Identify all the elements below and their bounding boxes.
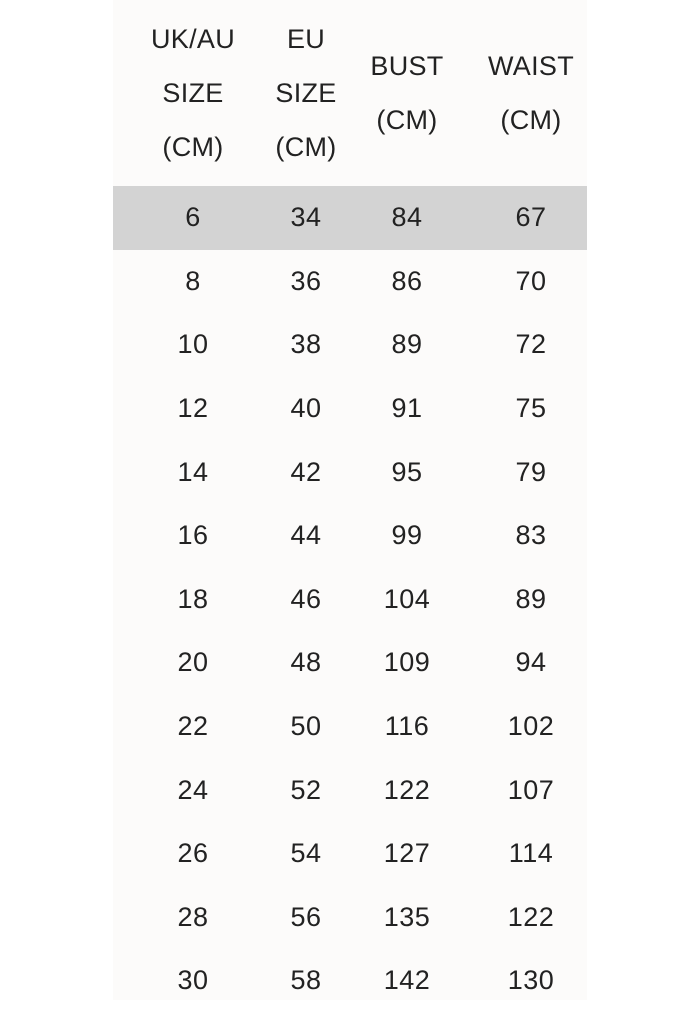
table-row: [113, 949, 587, 1013]
cell-uk-au-size: 22: [177, 711, 209, 742]
header-bust: BUST (CM): [370, 51, 444, 135]
table-row: [113, 695, 587, 759]
cell-waist: 122: [507, 901, 555, 932]
cell-uk-au-size: 10: [177, 329, 209, 360]
cell-uk-au-size: 6: [185, 202, 201, 233]
cell-waist: 130: [507, 965, 555, 996]
cell-bust: 127: [383, 838, 431, 869]
cell-bust: 109: [383, 647, 431, 678]
header-eu-size: EU SIZE (CM): [275, 24, 337, 162]
table-row: [113, 822, 587, 886]
table-row: [113, 631, 587, 695]
table-row: [113, 886, 587, 950]
header-uk-au-size: UK/AU SIZE (CM): [150, 24, 236, 162]
cell-waist: 67: [515, 202, 547, 233]
cell-waist: 75: [515, 393, 547, 424]
cell-uk-au-size: 20: [177, 647, 209, 678]
size-chart-table: [113, 0, 587, 1000]
table-row: [113, 758, 587, 822]
cell-uk-au-size: 16: [177, 520, 209, 551]
cell-waist: 79: [515, 456, 547, 487]
header-waist: WAIST (CM): [488, 51, 574, 135]
cell-waist: 89: [515, 583, 547, 614]
cell-uk-au-size: 30: [177, 965, 209, 996]
table-row: [113, 568, 587, 632]
cell-uk-au-size: 18: [177, 583, 209, 614]
cell-eu-size: 46: [290, 583, 322, 614]
cell-eu-size: 44: [290, 520, 322, 551]
table-body: [113, 186, 587, 1013]
cell-bust: 95: [391, 456, 423, 487]
table-header: [113, 0, 587, 186]
cell-uk-au-size: 12: [177, 393, 209, 424]
table-row: [113, 377, 587, 441]
cell-waist: 72: [515, 329, 547, 360]
cell-uk-au-size: 28: [177, 901, 209, 932]
cell-uk-au-size: 26: [177, 838, 209, 869]
cell-bust: 116: [384, 711, 430, 742]
cell-uk-au-size: 14: [177, 456, 209, 487]
cell-eu-size: 42: [290, 456, 322, 487]
cell-bust: 84: [391, 202, 423, 233]
table-row: [113, 186, 587, 250]
cell-waist: 102: [507, 711, 555, 742]
cell-eu-size: 48: [290, 647, 322, 678]
cell-bust: 135: [383, 901, 431, 932]
table-row: [113, 504, 587, 568]
cell-bust: 91: [391, 393, 423, 424]
cell-uk-au-size: 24: [177, 774, 209, 805]
cell-waist: 94: [515, 647, 547, 678]
cell-bust: 99: [391, 520, 423, 551]
cell-eu-size: 58: [290, 965, 322, 996]
cell-eu-size: 56: [290, 901, 322, 932]
table-row: [113, 440, 587, 504]
cell-bust: 104: [383, 583, 431, 614]
cell-eu-size: 38: [290, 329, 322, 360]
cell-eu-size: 50: [290, 711, 322, 742]
cell-eu-size: 52: [290, 774, 322, 805]
cell-eu-size: 54: [290, 838, 322, 869]
cell-waist: 83: [515, 520, 547, 551]
cell-waist: 107: [507, 774, 555, 805]
cell-bust: 86: [391, 265, 423, 296]
cell-eu-size: 34: [290, 202, 322, 233]
cell-bust: 122: [383, 774, 431, 805]
cell-waist: 70: [515, 265, 547, 296]
cell-bust: 89: [391, 329, 423, 360]
cell-bust: 142: [383, 965, 431, 996]
cell-eu-size: 40: [290, 393, 322, 424]
cell-uk-au-size: 8: [185, 265, 201, 296]
cell-waist: 114: [508, 838, 554, 869]
table-row: [113, 313, 587, 377]
table-row: [113, 250, 587, 314]
cell-eu-size: 36: [290, 265, 322, 296]
